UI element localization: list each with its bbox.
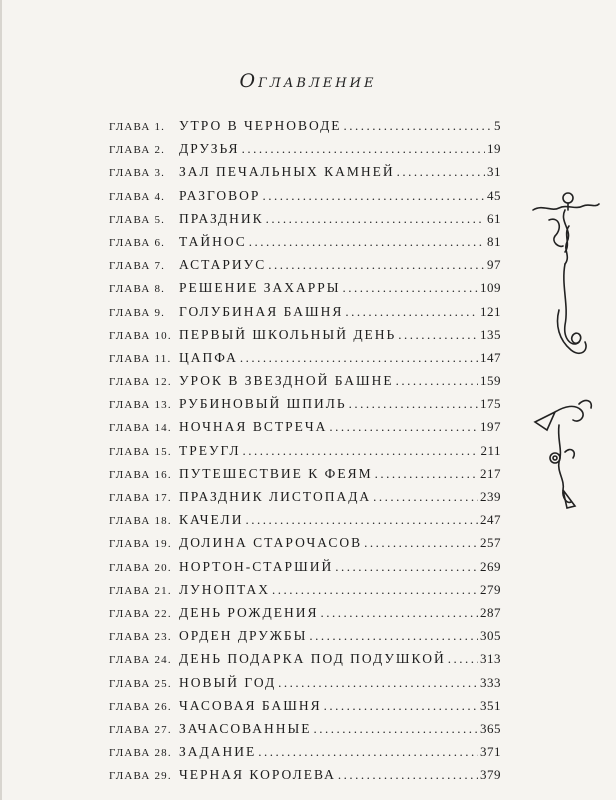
- chapter-number: 7.: [154, 260, 166, 273]
- chapter-number: 5.: [154, 213, 166, 226]
- page-number: 365: [480, 720, 501, 736]
- dot-leader: [329, 419, 478, 435]
- chapter-title: ЧЕРНАЯ КОРОЛЕВА: [179, 767, 336, 783]
- chapter-label: [109, 747, 179, 759]
- page-number: 279: [480, 581, 501, 597]
- table-of-contents: [109, 118, 501, 790]
- dot-leader: [240, 350, 478, 366]
- page-number: 175: [480, 396, 501, 412]
- chapter-number: 17.: [154, 492, 172, 504]
- toc-row: [109, 559, 501, 582]
- chapter-label: [109, 144, 179, 156]
- chapter-number: 1.: [154, 121, 166, 133]
- chapter-label: [109, 330, 179, 342]
- dot-leader: [349, 396, 478, 412]
- chapter-title: НОЧНАЯ ВСТРЕЧА: [179, 419, 328, 435]
- dot-leader: [345, 304, 478, 320]
- chapter-title: КАЧЕЛИ: [179, 512, 244, 528]
- toc-row: [109, 767, 501, 790]
- chapter-label: [109, 701, 179, 713]
- chapter-title: ЗАЛ ПЕЧАЛЬНЫХ КАМНЕЙ: [179, 164, 395, 180]
- dot-leader: [324, 698, 478, 714]
- chapter-number: 12.: [154, 376, 172, 389]
- chapter-label: [109, 399, 179, 411]
- chapter-title: ПРАЗДНИК: [179, 210, 264, 226]
- dot-leader: [373, 489, 478, 505]
- chapter-word: ГЛАВА: [109, 492, 151, 504]
- chapter-word: ГЛАВА: [109, 607, 151, 620]
- chapter-title: ДРУЗЬЯ: [179, 141, 240, 157]
- chapter-word: ГЛАВА: [109, 422, 151, 435]
- chapter-label: [109, 214, 179, 226]
- chapter-number: 11.: [154, 352, 172, 365]
- chapter-number: 27.: [154, 723, 172, 736]
- dot-leader: [375, 466, 478, 482]
- chapter-word: ГЛАВА: [109, 190, 151, 203]
- chapter-number: 14.: [154, 422, 172, 435]
- chapter-label: [109, 237, 179, 249]
- dot-leader: [314, 721, 479, 737]
- toc-row: [109, 535, 501, 558]
- page-number: 31: [487, 164, 501, 180]
- chapter-word: ГЛАВА: [109, 260, 151, 273]
- toc-row: [109, 350, 501, 373]
- page-number: 159: [480, 373, 501, 389]
- chapter-label: [109, 353, 179, 365]
- chapter-label: [109, 167, 179, 179]
- chapter-number: 8.: [154, 283, 166, 296]
- page-number: 287: [480, 604, 501, 620]
- chapter-title: ТРЕУГЛ: [179, 442, 241, 458]
- chapter-number: 6.: [154, 236, 166, 249]
- page-number: 239: [480, 489, 501, 504]
- dot-leader: [309, 628, 478, 644]
- chapter-label: [109, 376, 179, 388]
- chapter-title: ЧАСОВАЯ БАШНЯ: [179, 697, 322, 713]
- dot-leader: [249, 234, 485, 250]
- chapter-number: 24.: [154, 654, 172, 667]
- page-number: 147: [480, 349, 501, 365]
- chapter-title: АСТАРИУС: [179, 257, 267, 273]
- chapter-title: ГОЛУБИНАЯ БАШНЯ: [179, 303, 344, 319]
- chapter-label: [109, 538, 179, 550]
- toc-row: [109, 675, 501, 698]
- page-number: 81: [487, 233, 501, 249]
- chapter-word: ГЛАВА: [109, 399, 151, 412]
- toc-row: [109, 744, 501, 767]
- chapter-word: ГЛАВА: [109, 468, 151, 481]
- toc-row: [109, 373, 501, 396]
- chapter-label: [109, 469, 179, 481]
- chapter-label: [109, 283, 179, 295]
- dot-leader: [272, 582, 478, 598]
- dot-leader: [242, 141, 485, 157]
- page-number: 305: [480, 628, 501, 644]
- chapter-label: [109, 678, 179, 690]
- dot-leader: [364, 535, 478, 551]
- chapter-title: ЦАПФА: [179, 349, 238, 365]
- toc-row: [109, 698, 501, 721]
- toc-row: [109, 234, 501, 257]
- page-number: 45: [487, 187, 501, 203]
- chapter-word: ГЛАВА: [109, 236, 151, 249]
- dot-leader: [398, 327, 478, 343]
- chapter-word: ГЛАВА: [109, 747, 151, 760]
- chapter-number: 3.: [154, 167, 166, 180]
- chapter-title: РЕШЕНИЕ ЗАХАРРЫ: [179, 280, 341, 296]
- chapter-number: 13.: [154, 399, 172, 412]
- ornament-flourish-icon: [529, 190, 604, 520]
- page-number: 197: [480, 419, 501, 435]
- chapter-title: ЗАЧАСОВАННЫЕ: [179, 720, 312, 736]
- toc-row: [109, 118, 501, 141]
- chapter-label: [109, 631, 179, 643]
- chapter-number: 15.: [154, 445, 172, 458]
- chapter-word: ГЛАВА: [109, 144, 151, 157]
- chapter-word: ГЛАВА: [109, 283, 151, 296]
- chapter-word: ГЛАВА: [109, 584, 151, 597]
- chapter-word: ГЛАВА: [109, 770, 151, 783]
- chapter-number: 2.: [154, 144, 166, 157]
- chapter-title: ПРАЗДНИК ЛИСТОПАДА: [179, 489, 372, 504]
- toc-row: [109, 211, 501, 234]
- toc-row: [109, 396, 501, 419]
- chapter-word: ГЛАВА: [109, 561, 151, 574]
- dot-leader: [243, 443, 479, 459]
- chapter-title: УТРО В ЧЕРНОВОДЕ: [179, 118, 342, 133]
- page-number: 211: [480, 442, 501, 458]
- chapter-word: ГЛАВА: [109, 167, 151, 180]
- chapter-label: [109, 307, 179, 319]
- toc-row: [109, 582, 501, 605]
- chapter-title: ОРДЕН ДРУЖБЫ: [179, 628, 308, 644]
- chapter-title: ЛУНОПТАХ: [179, 581, 271, 597]
- page-number: 135: [480, 326, 501, 342]
- toc-row: [109, 651, 501, 674]
- chapter-number: 20.: [154, 561, 172, 574]
- toc-row: [109, 304, 501, 327]
- chapter-number: 21.: [154, 584, 172, 597]
- toc-row: [109, 466, 501, 489]
- chapter-number: 25.: [154, 677, 172, 690]
- toc-row: [109, 605, 501, 628]
- chapter-word: ГЛАВА: [109, 677, 151, 690]
- page-number: 61: [487, 210, 501, 226]
- chapter-number: 4.: [154, 190, 166, 203]
- dot-leader: [338, 767, 478, 783]
- page-number: 269: [480, 558, 501, 574]
- chapter-label: [109, 121, 179, 133]
- toc-row: [109, 489, 501, 512]
- chapter-title: ПУТЕШЕСТВИЕ К ФЕЯМ: [179, 465, 373, 481]
- dot-leader: [335, 559, 478, 575]
- chapter-label: [109, 422, 179, 434]
- page-number: 97: [487, 257, 501, 273]
- chapter-number: 28.: [154, 747, 172, 760]
- dot-leader: [320, 605, 478, 621]
- chapter-title: ТАЙНОС: [179, 233, 247, 249]
- chapter-label: [109, 585, 179, 597]
- dot-leader: [278, 675, 478, 691]
- chapter-label: [109, 608, 179, 620]
- chapter-label: [109, 191, 179, 203]
- page-number: 109: [480, 280, 501, 296]
- chapter-word: ГЛАВА: [109, 654, 151, 667]
- dot-leader: [397, 164, 485, 180]
- chapter-title: УРОК В ЗВЕЗДНОЙ БАШНЕ: [179, 373, 394, 389]
- chapter-title: НОРТОН-СТАРШИЙ: [179, 558, 334, 574]
- dot-leader: [258, 744, 478, 760]
- toc-row: [109, 141, 501, 164]
- chapter-title: НОВЫЙ ГОД: [179, 674, 277, 690]
- chapter-label: [109, 515, 179, 527]
- page-number: 379: [480, 767, 501, 783]
- toc-row: [109, 188, 501, 211]
- toc-row: [109, 628, 501, 651]
- dot-leader: [344, 118, 492, 134]
- toc-row: [109, 164, 501, 187]
- chapter-number: 16.: [154, 468, 172, 481]
- chapter-label: [109, 654, 179, 666]
- chapter-word: ГЛАВА: [109, 352, 151, 365]
- chapter-number: 22.: [154, 607, 172, 620]
- page-number: 371: [480, 744, 501, 760]
- dot-leader: [262, 188, 485, 204]
- page-edge: [0, 0, 2, 800]
- chapter-title: ЗАДАНИЕ: [179, 744, 257, 760]
- toc-row: [109, 327, 501, 350]
- toc-row: [109, 419, 501, 442]
- chapter-word: ГЛАВА: [109, 445, 151, 458]
- page-number: 217: [480, 465, 501, 481]
- chapter-word: ГЛАВА: [109, 723, 151, 736]
- chapter-title: ДЕНЬ РОЖДЕНИЯ: [179, 604, 319, 620]
- chapter-word: ГЛАВА: [109, 306, 151, 319]
- dot-leader: [266, 211, 485, 227]
- toc-heading: Оглавление: [239, 70, 377, 92]
- dot-leader: [448, 651, 478, 667]
- chapter-word: ГЛАВА: [109, 329, 151, 342]
- page-number: 257: [480, 535, 501, 551]
- dot-leader: [268, 257, 485, 273]
- chapter-word: ГЛАВА: [109, 376, 151, 389]
- chapter-title: ПЕРВЫЙ ШКОЛЬНЫЙ ДЕНЬ: [179, 326, 397, 342]
- chapter-title: РУБИНОВЫЙ ШПИЛЬ: [179, 396, 347, 412]
- chapter-word: ГЛАВА: [109, 631, 151, 644]
- chapter-number: 10.: [154, 329, 172, 342]
- chapter-word: ГЛАВА: [109, 213, 151, 226]
- page-number: 5: [494, 118, 501, 133]
- chapter-word: ГЛАВА: [109, 121, 151, 133]
- toc-row: [109, 257, 501, 280]
- chapter-label: [109, 724, 179, 736]
- page-number: 121: [480, 303, 501, 319]
- chapter-number: 18.: [154, 515, 172, 528]
- chapter-label: [109, 562, 179, 574]
- dot-leader: [396, 373, 478, 389]
- page-number: 351: [480, 697, 501, 713]
- chapter-title: ДЕНЬ ПОДАРКА ПОД ПОДУШКОЙ: [179, 651, 446, 667]
- page-number: 313: [480, 651, 501, 667]
- chapter-label: [109, 770, 179, 782]
- page-number: 19: [487, 141, 501, 157]
- chapter-label: [109, 446, 179, 458]
- chapter-word: ГЛАВА: [109, 538, 151, 551]
- toc-row: [109, 512, 501, 535]
- chapter-word: ГЛАВА: [109, 700, 151, 713]
- chapter-word: ГЛАВА: [109, 515, 151, 528]
- chapter-label: [109, 260, 179, 272]
- chapter-number: 26.: [154, 700, 172, 713]
- chapter-number: 23.: [154, 631, 172, 644]
- toc-row: [109, 443, 501, 466]
- page-number: 333: [480, 674, 501, 690]
- chapter-number: 9.: [154, 306, 166, 319]
- toc-row: [109, 280, 501, 303]
- chapter-title: РАЗГОВОР: [179, 187, 261, 203]
- dot-leader: [343, 280, 478, 296]
- chapter-label: [109, 492, 179, 504]
- chapter-number: 19.: [154, 538, 172, 551]
- chapter-number: 29.: [154, 770, 172, 783]
- dot-leader: [245, 512, 478, 528]
- page-number: 247: [480, 512, 501, 528]
- chapter-title: ДОЛИНА СТАРОЧАСОВ: [179, 535, 363, 551]
- toc-row: [109, 721, 501, 744]
